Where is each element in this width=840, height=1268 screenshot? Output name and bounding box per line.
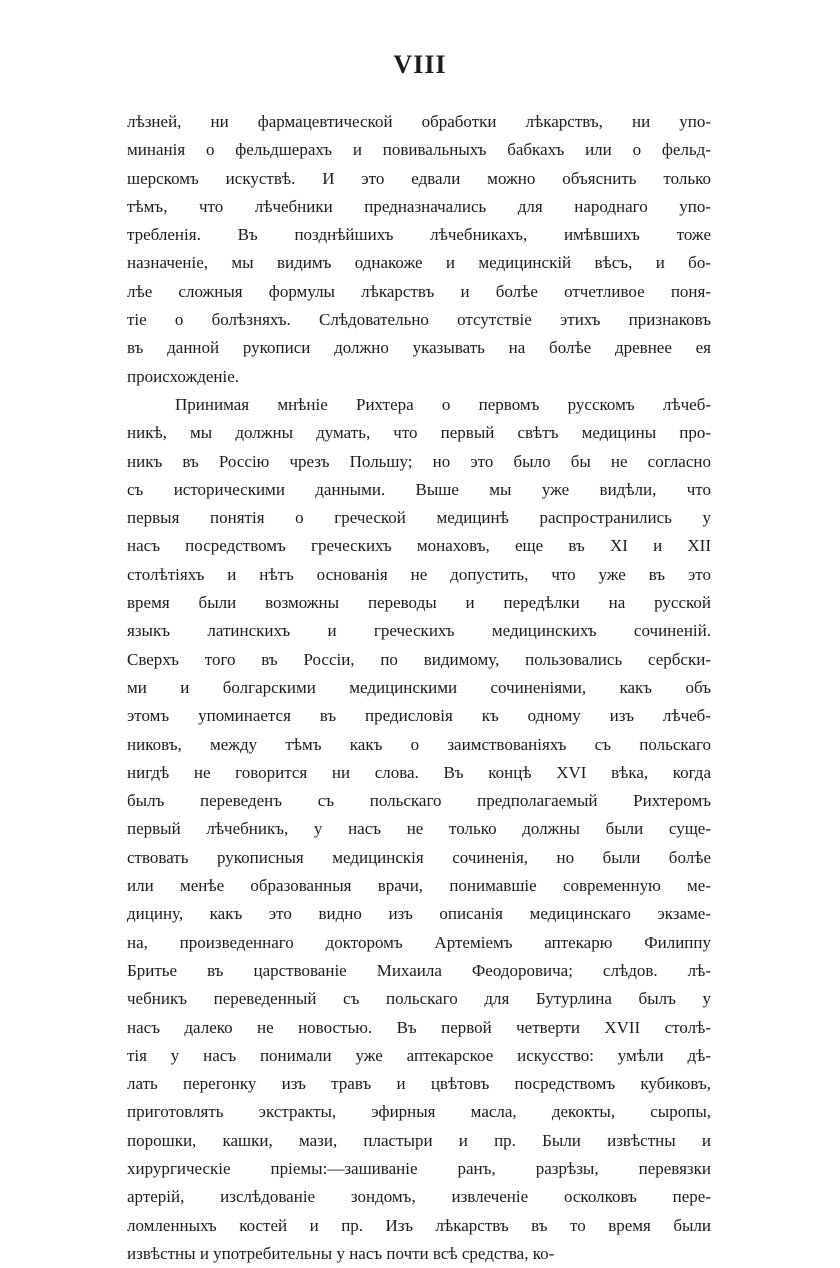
text-line: никовъ, между тѣмъ какъ о заимствованіяхъ съ польскаго — [127, 734, 711, 754]
text-line: былъ переведенъ съ польскаго предполагаемый Рихтеромъ — [127, 791, 711, 811]
text-line: или менѣе образованныя врачи, понимавшіе современную ме- — [127, 876, 711, 896]
text-line: насъ далеко не новостью. Въ первой четверти XVII столѣ- — [127, 1017, 711, 1037]
text-line: этомъ упоминается въ предисловія къ одному изъ лѣчеб- — [127, 706, 711, 726]
text-line: никъ въ Россію чрезъ Польшу; но это было бы не согласно — [127, 451, 711, 471]
text-line: тіе о болѣзняхъ. Слѣдовательно отсутствіе этихъ признаковъ — [127, 310, 711, 330]
text-line: назначеніе, мы видимъ однакоже и медицинскій вѣсъ, и бо- — [127, 253, 711, 273]
text-line: происхожденіе. — [127, 366, 240, 386]
text-line: лѣзней, ни фармацевтической обработки лѣкарствъ, ни упо- — [127, 112, 711, 131]
text-line: съ историческими данными. Выше мы уже видѣли, что — [127, 479, 711, 499]
text-line: чебникъ переведенный съ польскаго для Бутурлина былъ у — [127, 989, 711, 1009]
text-line: требленія. Въ позднѣйшихъ лѣчебникахъ, имѣвшихъ тоже — [127, 225, 711, 245]
text-line: лѣе сложныя формулы лѣкарствъ и болѣе отчетливое поня- — [127, 281, 711, 301]
text-line: первыя понятія о греческой медицинѣ распространились у — [127, 508, 711, 528]
text-line: первый лѣчебникъ, у насъ не только должны были суще- — [127, 819, 711, 839]
text-line: порошки, кашки, мази, пластыри и пр. Были извѣстны и — [127, 1130, 711, 1150]
text-line: извѣстны и употребительны у насъ почти всѣ средства, ко- — [127, 1243, 555, 1263]
text-line: шерскомъ искуствѣ. И это едвали можно объяснить только — [127, 168, 711, 188]
text-line: дицину, какъ это видно изъ описанія медицинскаго экзаме- — [127, 904, 711, 924]
text-line: ломленныхъ костей и пр. Изъ лѣкарствъ въ то время были — [127, 1215, 711, 1235]
text-line: минанія о фельдшерахъ и повивальныхъ бабкахъ или о фельд- — [127, 140, 711, 160]
text-line: артерій, изслѣдованіе зондомъ, извлеченіе осколковъ пере- — [127, 1187, 711, 1207]
page-number: VIII — [393, 50, 447, 79]
text-line: время были возможны переводы и передѣлки на русской — [127, 593, 711, 613]
text-line: въ данной рукописи должно указывать на болѣе древнее ея — [127, 338, 711, 358]
text-line: никѣ, мы должны думать, что первый свѣтъ медицины про- — [127, 423, 711, 443]
text-line: тѣмъ, что лѣчебники предназначались для народнаго упо- — [127, 196, 711, 216]
body-text — [127, 108, 711, 1268]
text-line: приготовлять экстракты, эфирныя масла, декокты, сыропы, — [127, 1102, 711, 1122]
text-line: тія у насъ понимали уже аптекарское искусство: умѣли дѣ- — [127, 1045, 711, 1065]
text-line: ми и болгарскими медицинскими сочиненіями, какъ объ — [127, 677, 711, 697]
text-line: ствовать рукописныя медицинскія сочиненія, но были болѣе — [127, 847, 711, 867]
text-line: Бритье въ царствованіе Михаила Феодоровича; слѣдов. лѣ- — [127, 960, 711, 980]
text-line: лать перегонку изъ травъ и цвѣтовъ посредствомъ кубиковъ, — [127, 1074, 711, 1094]
text-line: Сверхъ того въ Россіи, по видимому, пользовались сербски- — [127, 649, 711, 669]
text-line: Принимая мнѣніе Рихтера о первомъ русскомъ лѣчеб- — [175, 394, 711, 414]
text-line: насъ посредствомъ греческихъ монаховъ, еще въ XI и XII — [127, 536, 711, 556]
text-line: нигдѣ не говорится ни слова. Въ концѣ XVI вѣка, когда — [127, 762, 711, 782]
text-line: столѣтіяхъ и нѣтъ основанія не допустить, что уже въ это — [127, 564, 711, 584]
text-line: хирургическіе пріемы:—зашиваніе ранъ, разрѣзы, перевязки — [127, 1158, 711, 1178]
text-line: на, произведеннаго докторомъ Артеміемъ аптекарю Филиппу — [127, 932, 711, 952]
text-line: языкъ латинскихъ и греческихъ медицинскихъ сочиненій. — [127, 621, 711, 641]
